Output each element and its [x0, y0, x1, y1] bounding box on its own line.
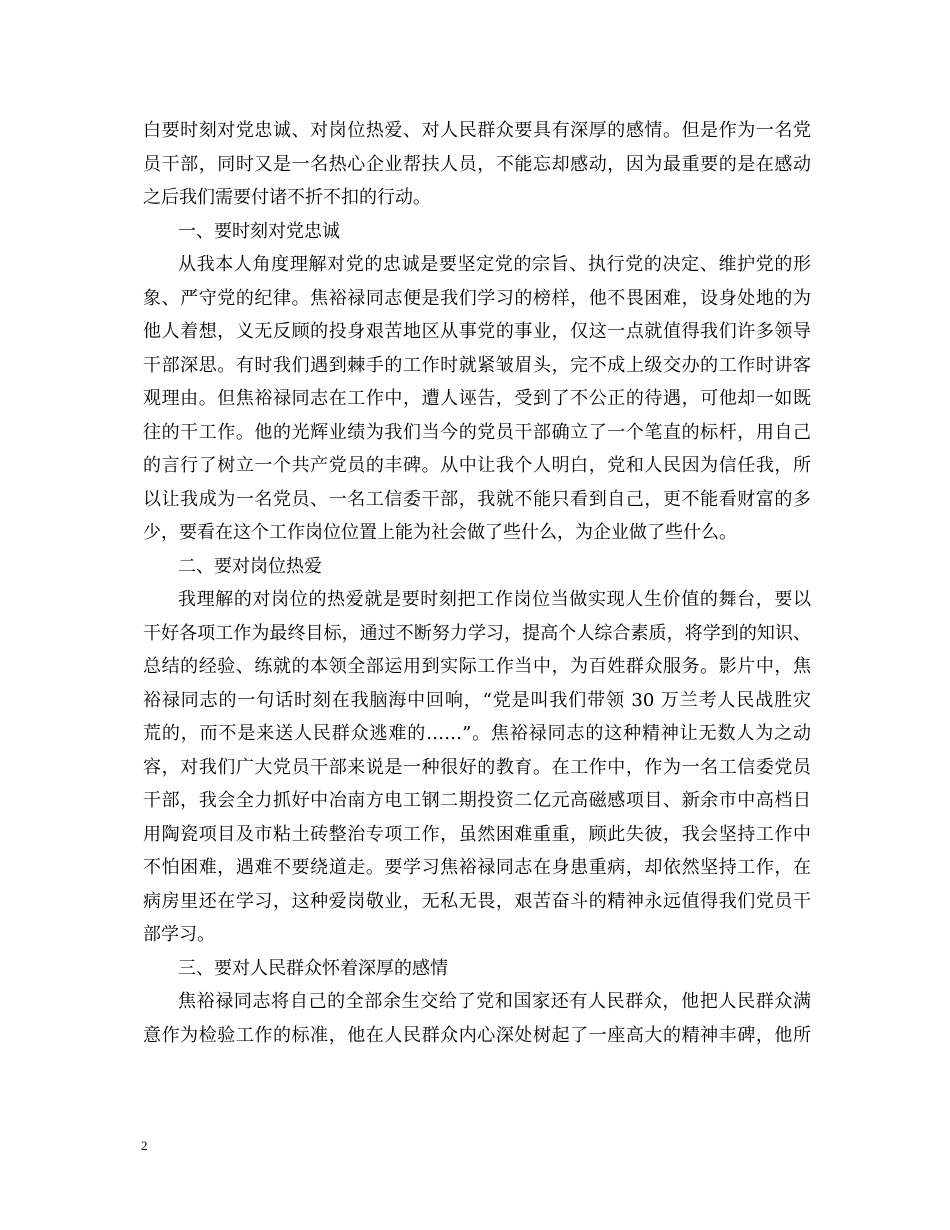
text-line: 观理由。但焦裕禄同志在工作中，遭人诬告，受到了不公正的待遇，可他却一如既 [143, 388, 811, 409]
text-line: 之后我们需要付诸不折不扣的行动。 [143, 187, 431, 208]
text-line: 不怕困难，遇难不要绕道走。要学习焦裕禄同志在身患重病，却依然坚持工作，在 [143, 857, 811, 878]
text-line: 以让我成为一名党员、一名工信委干部，我就不能只看到自己，更不能看财富的多 [143, 488, 811, 510]
text-line: 干部，我会全力抓好中冶南方电工钢二期投资二亿元高磁感项目、新余市中高档日 [143, 790, 811, 811]
text-line: 员干部，同时又是一名热心企业帮扶人员，不能忘却感动，因为最重要的是在感动 [143, 153, 811, 175]
text-line: 焦裕禄同志将自己的全部余生交给了党和国家还有人民群众，他把人民群众满 [178, 991, 811, 1012]
text-line: 他人着想，义无反顾的投身艰苦地区从事党的事业，仅这一点就值得我们许多领导 [143, 321, 811, 342]
text-line: 意作为检验工作的标准，他在人民群众内心深处树起了一座高大的精神丰碑，他所 [143, 1024, 811, 1046]
section-heading: 一、要时刻对党忠诚 [178, 220, 340, 242]
text-line: 白要时刻对党忠诚、对岗位热爱、对人民群众要具有深厚的感情。但是作为一名党 [143, 120, 811, 141]
text-line: 从我本人角度理解对党的忠诚是要坚定党的宗旨、执行党的决定、维护党的形 [178, 254, 811, 275]
text-line: 的言行了树立一个共产党员的丰碑。从中让我个人明白，党和人民因为信任我，所 [143, 455, 811, 476]
text-line: 裕禄同志的一句话时刻在我脑海中回响，“党是叫我们带领 30 万兰考人民战胜灾 [143, 689, 811, 711]
section-heading: 二、要对岗位热爱 [178, 555, 322, 577]
text-line: 荒的，而不是来送人民群众逃难的……”。焦裕禄同志的这种精神让无数人为之动 [143, 723, 811, 744]
text-line: 用陶瓷项目及市粘土砖整治专项工作，虽然困难重重，顾此失彼，我会坚持工作中 [143, 823, 811, 845]
text-line: 容，对我们广大党员干部来说是一种很好的教育。在工作中，作为一名工信委党员 [143, 756, 811, 778]
text-line: 我理解的对岗位的热爱就是要时刻把工作岗位当做实现人生价值的舞台，要以 [178, 589, 811, 610]
section-heading: 三、要对人民群众怀着深厚的感情 [178, 957, 448, 979]
body-text [143, 114, 811, 1052]
text-line: 干好各项工作为最终目标，通过不断努力学习，提高个人综合素质，将学到的知识、 [143, 622, 811, 644]
text-line: 少，要看在这个工作岗位位置上能为社会做了些什么，为企业做了些什么。 [143, 522, 737, 543]
text-line: 病房里还在学习，这种爱岗敬业，无私无畏，艰苦奋斗的精神永远值得我们党员干 [143, 890, 811, 912]
text-line: 总结的经验、练就的本领全部运用到实际工作当中，为百姓群众服务。影片中，焦 [143, 656, 811, 677]
page-number: 2 [141, 1138, 148, 1153]
text-line: 象、严守党的纪律。焦裕禄同志便是我们学习的榜样，他不畏困难，设身处地的为 [143, 287, 811, 309]
text-line: 干部深思。有时我们遇到棘手的工作时就紧皱眉头，完不成上级交办的工作时讲客 [143, 354, 811, 376]
text-line: 部学习。 [143, 924, 215, 945]
text-line: 往的干工作。他的光辉业绩为我们当今的党员干部确立了一个笔直的标杆，用自己 [143, 421, 811, 443]
